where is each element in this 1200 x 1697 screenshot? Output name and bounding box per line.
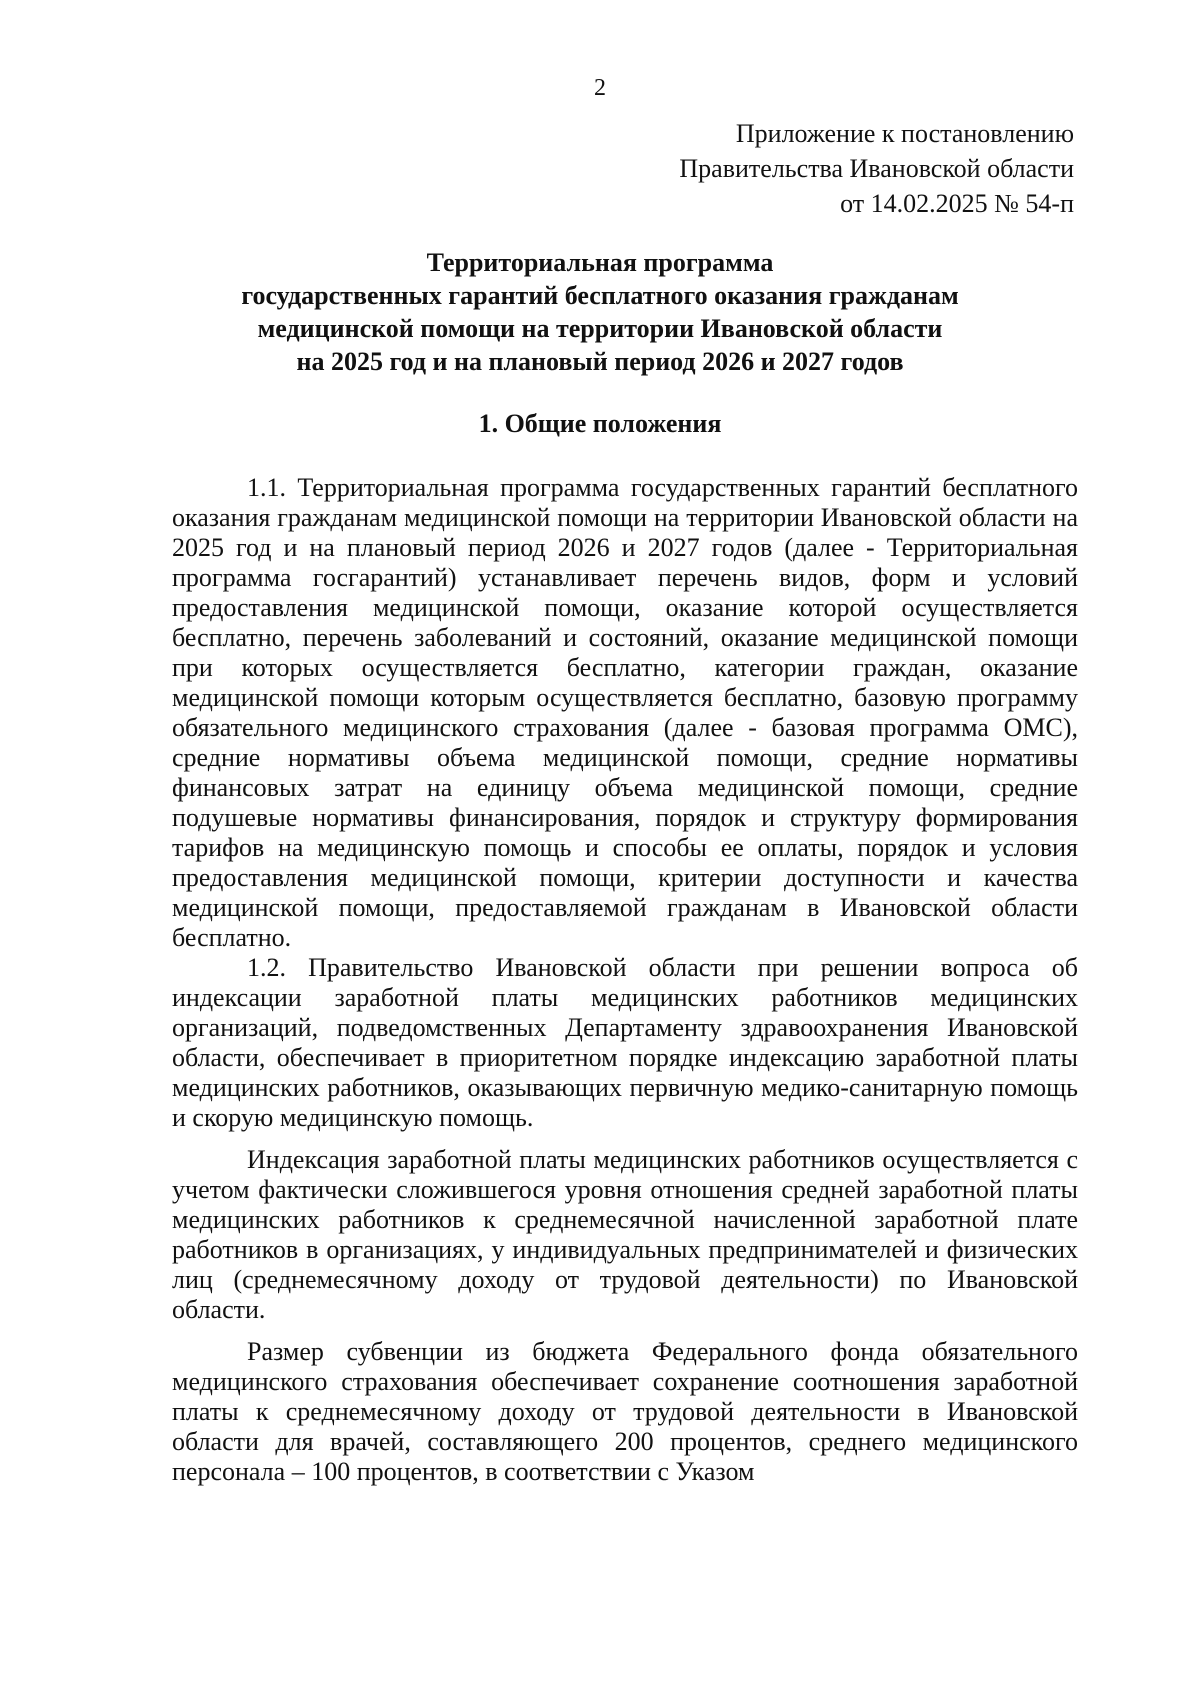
section-heading: 1. Общие положения <box>478 409 722 438</box>
approval-line: Правительства Ивановской области <box>679 154 1074 183</box>
title-line: медицинской помощи на территории Ивановской области <box>257 314 943 343</box>
paragraph-1-2: 1.2. Правительство Ивановской области при решении вопроса об индексации заработной платы медицинских работников медицинских организаций, подведомственных Департаменту здравоохранения Ивановской области, обеспечивает в приоритетном порядке индексацию заработной платы медицинских работников, оказывающих первичную медико-санитарную помощь и скорую медицинскую помощь. <box>172 953 1078 1132</box>
title-line: на 2025 год и на плановый период 2026 и 2027 годов <box>296 347 904 376</box>
approval-block <box>679 116 1074 221</box>
paragraph-indexation: Индексация заработной платы медицинских работников осуществляется с учетом фактически сложившегося уровня отношения средней заработной платы медицинских работников к среднемесячной начисленной заработной плате работников в организациях, у индивидуальных предпринимателей и физических лиц (среднемесячному доходу от трудовой деятельности) по Ивановской области. <box>172 1145 1078 1324</box>
page-number: 2 <box>594 75 606 101</box>
title-line: Территориальная программа <box>426 248 774 277</box>
paragraph-subvention: Размер субвенции из бюджета Федерального фонда обязательного медицинского страхования обеспечивает сохранение соотношения заработной платы к среднемесячному доходу от трудовой деятельности в Ивановской области для врачей, составляющего 200 процентов, среднего медицинского персонала – 100 процентов, в соответствии с Указом <box>172 1337 1078 1486</box>
paragraph-1-1: 1.1. Территориальная программа государственных гарантий бесплатного оказания гражданам медицинской помощи на территории Ивановской области на 2025 год и на плановый период 2026 и 2027 годов (далее - Территориальная программа госгарантий) устанавливает перечень видов, форм и условий предоставления медицинской помощи, оказание которой осуществляется бесплатно, перечень заболеваний и состояний, оказание медицинской помощи при которых осуществляется бесплатно, категории граждан, оказание медицинской помощи которым осуществляется бесплатно, базовую программу обязательного медицинского страхования (далее - базовая программа ОМС), средние нормативы объема медицинской помощи, средние нормативы финансовых затрат на единицу объема медицинской помощи, средние подушевые нормативы финансирования, порядок и структуру формирования тарифов на медицинскую помощь и способы ее оплаты, порядок и условия предоставления медицинской помощи, критерии доступности и качества медицинской помощи, предоставляемой гражданам в Ивановской области бесплатно. <box>172 473 1078 952</box>
document-title <box>0 246 1200 378</box>
document-body <box>172 473 1078 1487</box>
approval-date-line: от 14.02.2025 № 54-п <box>840 189 1074 218</box>
approval-line: Приложение к постановлению <box>735 119 1074 148</box>
title-line: государственных гарантий бесплатного оказания гражданам <box>241 281 959 310</box>
